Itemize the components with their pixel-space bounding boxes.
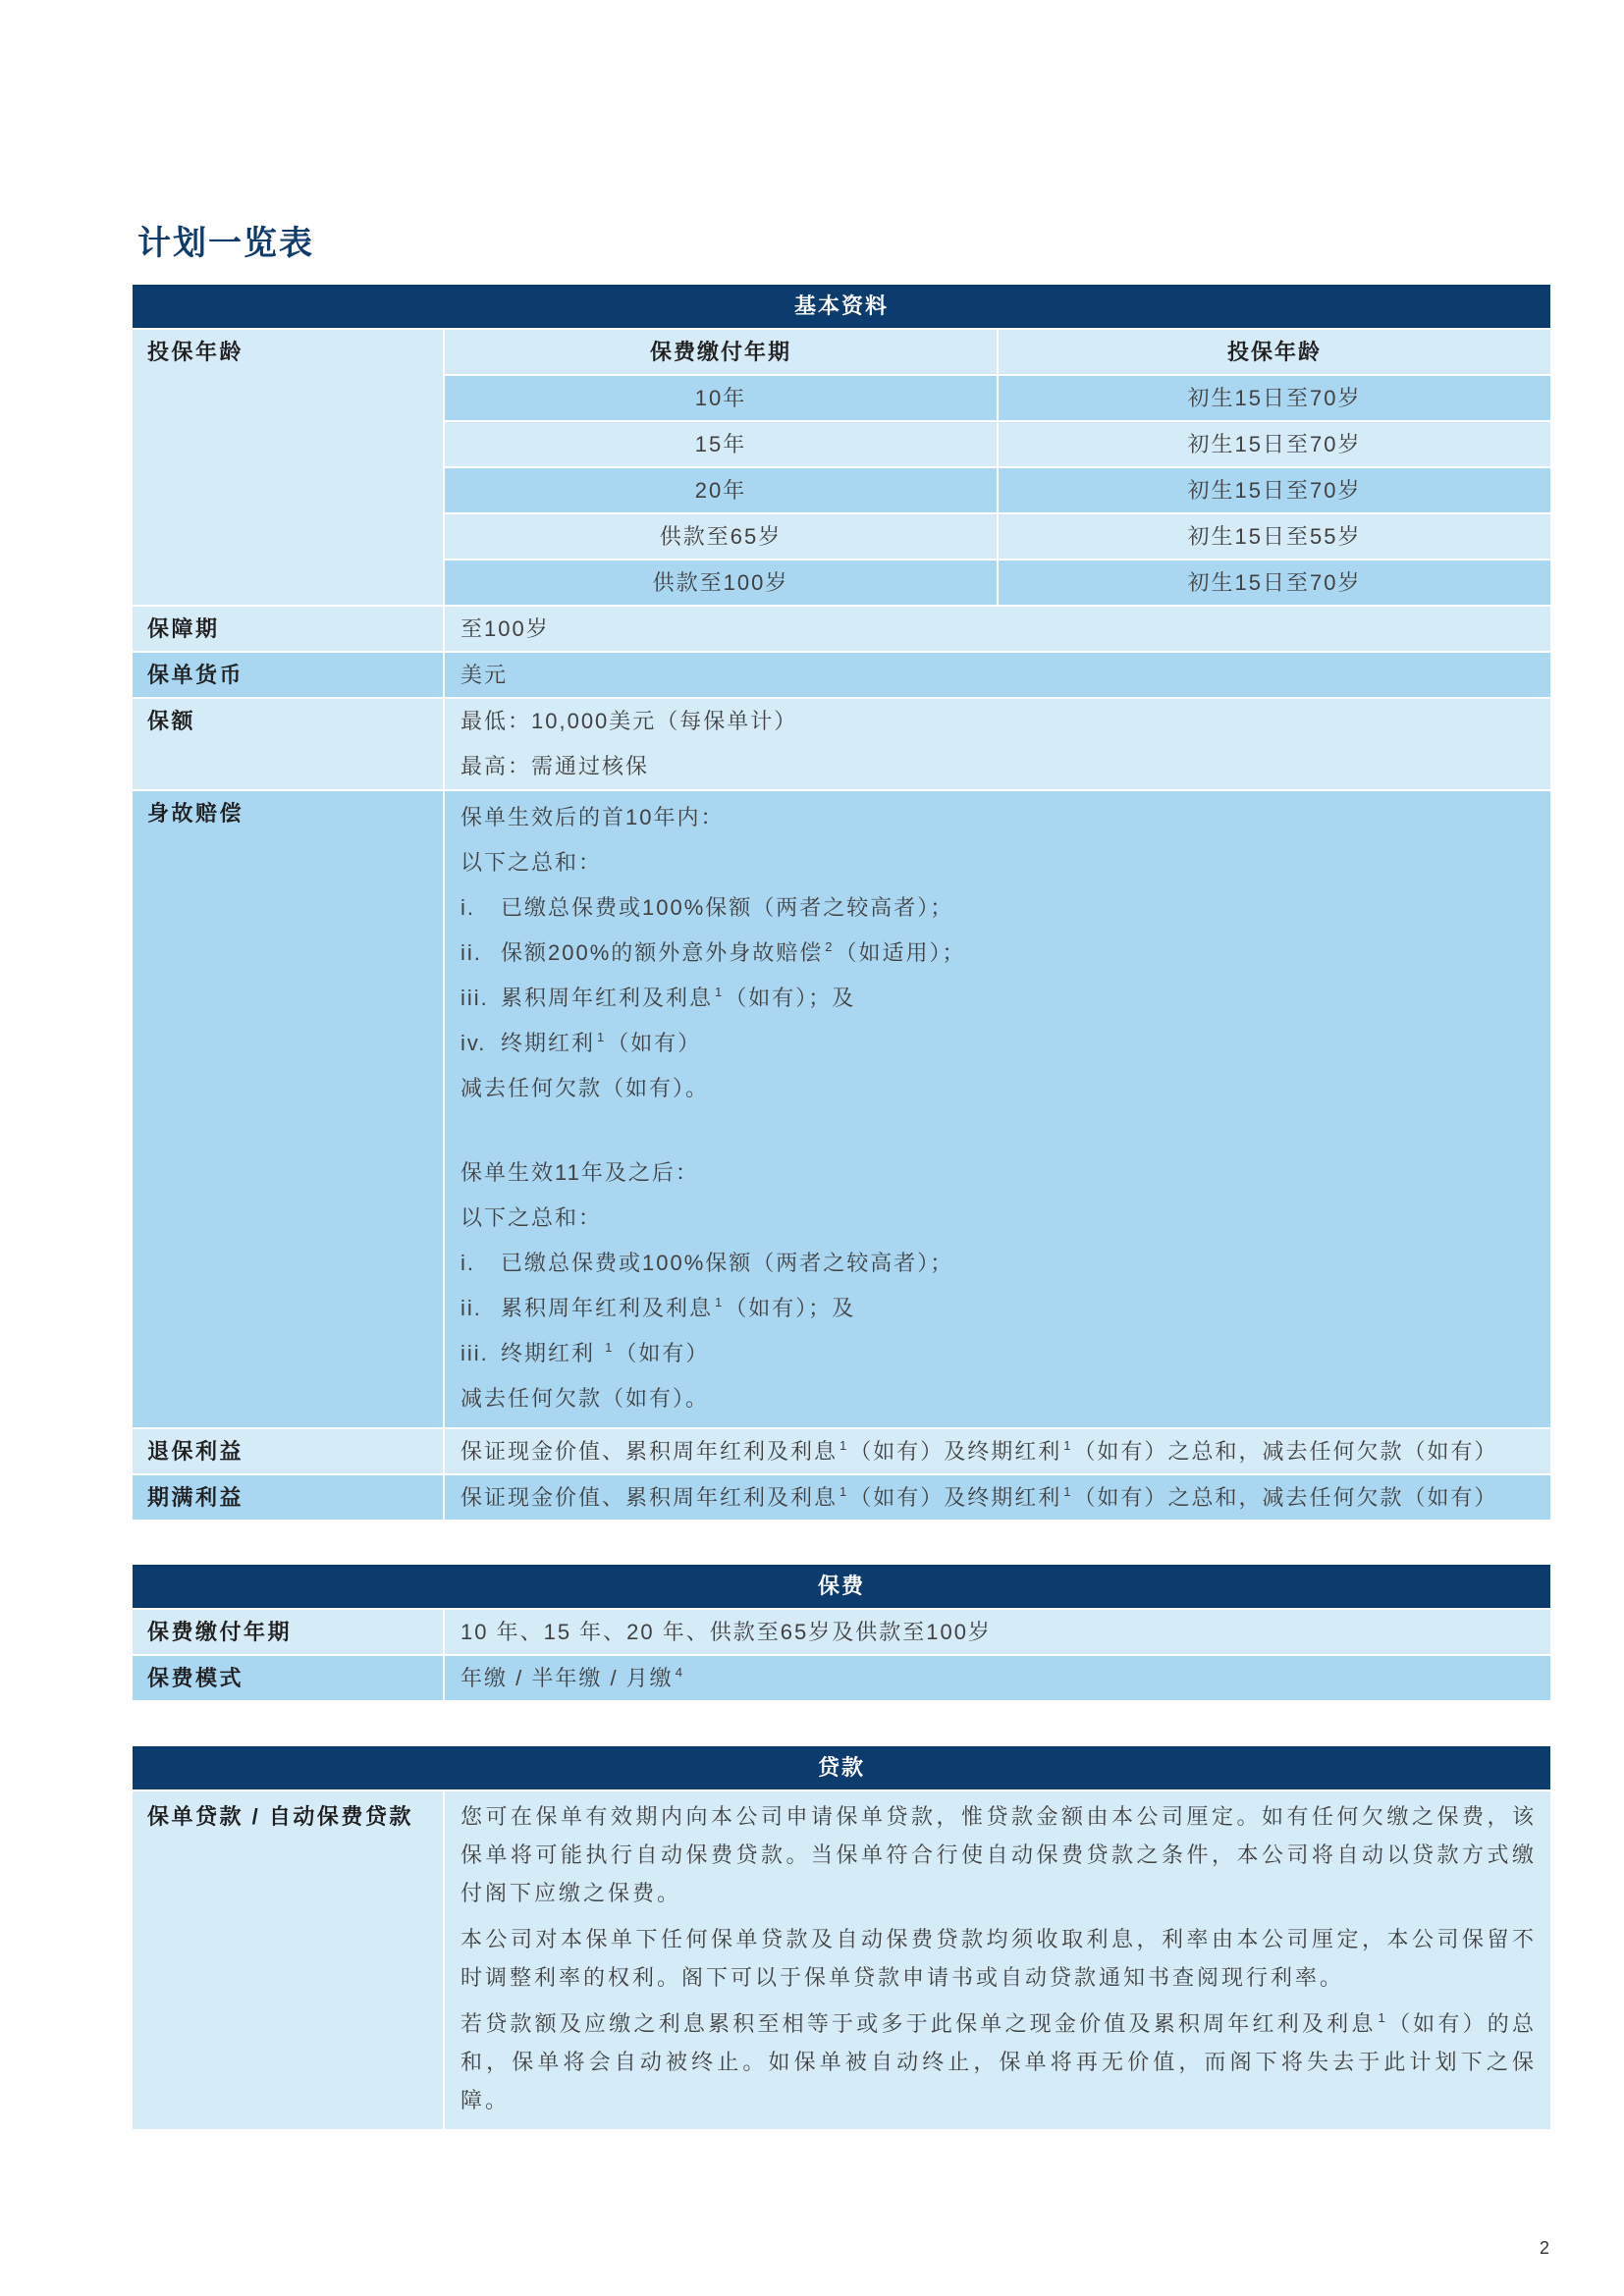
currency-label: 保单货币: [133, 653, 443, 697]
policy-loan-content: [445, 1791, 1550, 2129]
list-item-text: 终期红利: [501, 1341, 604, 1365]
payment-mode-value: [445, 1656, 1550, 1700]
list-item: [460, 1286, 1537, 1331]
list-marker: ii.: [460, 940, 482, 965]
loan-paragraph-1: 您可在保单有效期内向本公司申请保单贷款，惟贷款金额由本公司厘定。如有任何欠缴之保费，该保单将可能执行自动保费贷款。当保单符合行使自动保费贷款之条件，本公司将自动以贷款方式缴付阁下应缴之保费。: [460, 1804, 1537, 1905]
coverage-period-value: 至100岁: [445, 607, 1550, 651]
list-item: [460, 1241, 1537, 1286]
list-item-text: 累积周年红利及利息: [501, 1296, 714, 1320]
maturity-text-a: 保证现金价值、累积周年红利及利息: [460, 1485, 839, 1510]
surrender-text-c: （如有）之总和，减去任何欠款（如有）: [1073, 1439, 1498, 1464]
age-cell: 初生15日至55岁: [999, 514, 1550, 559]
payment-mode-text: 年缴 / 半年缴 / 月缴: [460, 1666, 674, 1690]
footnote-ref: 1: [605, 1340, 613, 1355]
loan-paragraph-2: 本公司对本保单下任何保单贷款及自动保费贷款均须收取利息，利率由本公司厘定，本公司保留不时调整利率的权利。阁下可以于保单贷款申请书或自动贷款通知书查阅现行利率。: [460, 1927, 1537, 1990]
footnote-ref: 1: [839, 1438, 847, 1453]
entry-age-label: 投保年龄: [133, 330, 443, 605]
premium-table: [133, 1565, 1550, 1700]
page-number: 2: [1540, 2238, 1550, 2258]
loan-header: 贷款: [133, 1746, 1550, 1789]
term-cell: 20年: [445, 468, 997, 512]
sum-assured-min: 最低：10,000美元（每保单计）: [460, 709, 798, 733]
list-marker: iii.: [460, 986, 489, 1010]
entry-age-subtable: [445, 330, 1550, 605]
after-11-years-less: 减去任何欠款（如有）。: [460, 1386, 710, 1411]
age-cell: 初生15日至70岁: [999, 422, 1550, 466]
maturity-benefit-row: [133, 1475, 1550, 1520]
list-item: [460, 1331, 1537, 1376]
subtable-header-term: 保费缴付年期: [445, 330, 997, 374]
maturity-text-b: （如有）及终期红利: [849, 1485, 1062, 1510]
list-marker: iii.: [460, 1341, 489, 1365]
subtable-header-age: 投保年龄: [999, 330, 1550, 374]
coverage-period-row: [133, 607, 1550, 651]
maturity-text-c: （如有）之总和，减去任何欠款（如有）: [1073, 1485, 1498, 1510]
payment-term-label: 保费缴付年期: [133, 1610, 443, 1654]
coverage-period-label: 保障期: [133, 607, 443, 651]
sum-assured-max: 最高：需通过核保: [460, 754, 650, 778]
list-item: [460, 885, 1537, 931]
loan-paragraph-3-text-b: （如有）的总和，保单将会自动被终止。如保单被自动终止，保单将再无价值，而阁下将失去于此计划下之保障。: [460, 2011, 1537, 2112]
maturity-benefit-label: 期满利益: [133, 1475, 443, 1520]
list-item: [460, 976, 1537, 1021]
term-cell: 供款至65岁: [445, 514, 997, 559]
basic-info-header: 基本资料: [133, 285, 1550, 328]
list-item-text-after: （如有）；及: [725, 986, 856, 1010]
footnote-ref: 1: [715, 1295, 723, 1309]
first-10-years-less: 减去任何欠款（如有）。: [460, 1076, 710, 1100]
paragraph-spacer: [460, 1111, 1537, 1150]
loan-table: [133, 1746, 1550, 2129]
list-item: [460, 931, 1537, 976]
footnote-ref: 1: [839, 1484, 847, 1499]
list-marker: i.: [460, 1251, 475, 1275]
death-benefit-row: [133, 791, 1550, 1427]
list-item-text-after: （如适用）；: [835, 940, 966, 965]
footnote-ref: 1: [1063, 1438, 1071, 1453]
death-benefit-content: [445, 791, 1550, 1427]
surrender-benefit-value: [445, 1429, 1550, 1473]
currency-row: [133, 653, 1550, 697]
surrender-text-b: （如有）及终期红利: [849, 1439, 1062, 1464]
list-item-text: 保额200%的额外意外身故赔偿: [501, 940, 824, 965]
policy-loan-row: [133, 1791, 1550, 2129]
basic-info-table: [133, 285, 1550, 1520]
subtable-row: [445, 514, 1550, 559]
maturity-benefit-value: [445, 1475, 1550, 1520]
list-item-text: 已缴总保费或100%保额（两者之较高者）；: [501, 1251, 954, 1275]
list-item-text-after: （如有）；及: [725, 1296, 856, 1320]
list-item-text-after: （如有）: [607, 1031, 702, 1055]
subtable-row: [445, 376, 1550, 420]
subtable-row: [445, 422, 1550, 466]
surrender-text-a: 保证现金价值、累积周年红利及利息: [460, 1439, 839, 1464]
list-item: [460, 1021, 1537, 1066]
list-marker: ii.: [460, 1296, 482, 1320]
footnote-ref: 1: [1063, 1484, 1071, 1499]
death-benefit-label: 身故赔偿: [133, 791, 443, 1427]
term-cell: 15年: [445, 422, 997, 466]
payment-mode-label: 保费模式: [133, 1656, 443, 1700]
list-item-text: 已缴总保费或100%保额（两者之较高者）；: [501, 895, 954, 920]
currency-value: 美元: [445, 653, 1550, 697]
entry-age-row: [133, 330, 1550, 605]
first-10-years-intro: 保单生效后的首10年内：: [460, 805, 725, 829]
footnote-ref: 1: [715, 985, 723, 999]
sum-assured-label: 保额: [133, 699, 443, 789]
term-cell: 供款至100岁: [445, 561, 997, 605]
sum-assured-row: [133, 699, 1550, 789]
list-marker: iv.: [460, 1031, 487, 1055]
payment-mode-row: [133, 1656, 1550, 1700]
loan-paragraph-3-text-a: 若贷款额及应缴之利息累积至相等于或多于此保单之现金价值及累积周年红利及利息: [460, 2011, 1377, 2036]
footnote-ref: 1: [1378, 2010, 1385, 2025]
payment-term-value: 10 年、15 年、20 年、供款至65岁及供款至100岁: [445, 1610, 1550, 1654]
first-10-years-sum-of: 以下之总和：: [460, 850, 603, 875]
after-11-years-sum-of: 以下之总和：: [460, 1205, 603, 1230]
footnote-ref: 1: [597, 1030, 605, 1044]
age-cell: 初生15日至70岁: [999, 376, 1550, 420]
sum-assured-value: [445, 699, 1550, 789]
subtable-header-row: [445, 330, 1550, 374]
list-item-text-after: （如有）: [615, 1341, 710, 1365]
age-cell: 初生15日至70岁: [999, 468, 1550, 512]
subtable-row: [445, 561, 1550, 605]
subtable-row: [445, 468, 1550, 512]
list-item-text: 终期红利: [501, 1031, 596, 1055]
footnote-ref: 2: [825, 939, 833, 954]
loan-paragraph-3: [460, 2004, 1537, 2119]
policy-loan-label: 保单贷款 / 自动保费贷款: [133, 1791, 443, 2129]
list-marker: i.: [460, 895, 475, 920]
age-cell: 初生15日至70岁: [999, 561, 1550, 605]
surrender-benefit-row: [133, 1429, 1550, 1473]
term-cell: 10年: [445, 376, 997, 420]
after-11-years-intro: 保单生效11年及之后：: [460, 1160, 699, 1185]
premium-header: 保费: [133, 1565, 1550, 1608]
list-item-text: 累积周年红利及利息: [501, 986, 714, 1010]
surrender-benefit-label: 退保利益: [133, 1429, 443, 1473]
payment-term-row: [133, 1610, 1550, 1654]
footnote-ref: 4: [675, 1665, 682, 1680]
page-title: 计划一览表: [137, 225, 314, 262]
